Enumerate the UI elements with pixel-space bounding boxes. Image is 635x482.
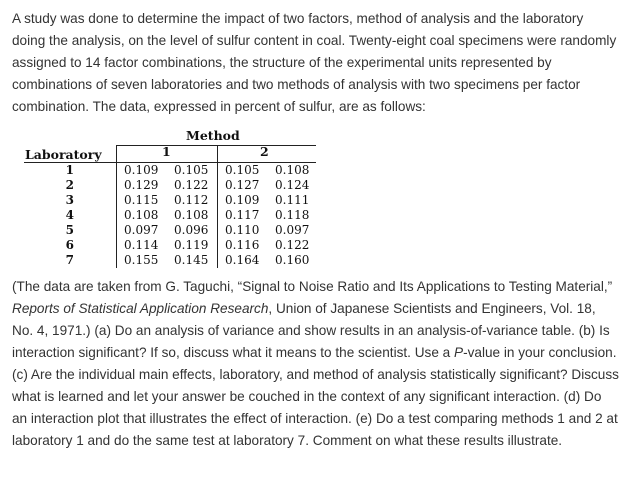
table-cell: 0.119 bbox=[174, 238, 209, 252]
table-cell: 0.115 bbox=[124, 193, 159, 207]
table-cell: 0.129 bbox=[124, 178, 159, 192]
table-cell: 0.109 bbox=[225, 193, 260, 207]
questions-text-a: , Union of Japanese Scientists and Engineers, Vol. 18, No. 4, 1971.) (a) Do an analysis of variance and show results in an analysis-of-variance table. (b) Is interaction significant? If so, discuss what it means to the scientist. Use a bbox=[12, 301, 610, 360]
table-cell: 0.108 bbox=[124, 208, 159, 222]
intro-paragraph: A study was done to determine the impact of two factors, method of analysis and the laboratory doing the analysis, on the level of sulfur content in coal. Twenty-eight coal specimens were randomly assigned to 14 factor combinations, the structure of the experimental units represented by combinations of seven laboratories and two methods of analysis with two specimens per factor combination. The data, expressed in percent of sulfur, are as follows: bbox=[12, 11, 617, 114]
table-cell: 0.108 bbox=[174, 208, 209, 222]
laboratory-header: Laboratory bbox=[25, 147, 102, 162]
table-cell: 0.118 bbox=[275, 208, 310, 222]
lab-label: 6 bbox=[65, 238, 74, 252]
table-cell: 0.122 bbox=[174, 178, 209, 192]
table-cell: 0.145 bbox=[174, 253, 209, 267]
method-header: Method bbox=[186, 128, 240, 143]
table-cell: 0.114 bbox=[124, 238, 159, 252]
citation-and-questions bbox=[12, 276, 620, 452]
table-cell: 0.097 bbox=[275, 223, 310, 237]
method-1-header: 1 bbox=[162, 144, 171, 159]
table-cell: 0.164 bbox=[225, 253, 260, 267]
journal-title: Reports of Statistical Application Research bbox=[12, 301, 269, 316]
lab-column-rule bbox=[116, 146, 117, 268]
lab-label: 7 bbox=[65, 253, 74, 267]
table-cell: 0.122 bbox=[275, 238, 310, 252]
lab-label: 3 bbox=[65, 193, 74, 207]
table-cell: 0.096 bbox=[174, 223, 209, 237]
method-underline bbox=[116, 145, 316, 146]
lab-label: 4 bbox=[65, 208, 74, 222]
lab-label: 2 bbox=[65, 178, 74, 192]
table-cell: 0.111 bbox=[275, 193, 310, 207]
lab-label: 1 bbox=[65, 163, 74, 177]
table-cell: 0.116 bbox=[225, 238, 260, 252]
table-cell: 0.124 bbox=[275, 178, 310, 192]
p-value-symbol: P bbox=[454, 345, 464, 360]
table-cell: 0.155 bbox=[124, 253, 159, 267]
table-cell: 0.160 bbox=[275, 253, 310, 267]
citation-text: (The data are taken from G. Taguchi, “Signal to Noise Ratio and Its Applications to Testing Material,” bbox=[12, 279, 613, 294]
method-column-rule bbox=[217, 146, 218, 268]
lab-label: 5 bbox=[65, 223, 74, 237]
table-cell: 0.117 bbox=[225, 208, 260, 222]
table-cell: 0.097 bbox=[124, 223, 159, 237]
table-cell: 0.112 bbox=[174, 193, 209, 207]
table-cell: 0.105 bbox=[225, 163, 260, 177]
method-2-header: 2 bbox=[260, 144, 269, 159]
table-cell: 0.108 bbox=[275, 163, 310, 177]
table-cell: 0.127 bbox=[225, 178, 260, 192]
table-cell: 0.109 bbox=[124, 163, 159, 177]
table-cell: 0.105 bbox=[174, 163, 209, 177]
table-cell: 0.110 bbox=[225, 223, 260, 237]
questions-text-b: -value in your conclusion. (c) Are the individual main effects, laboratory, and method of analysis statistically significant? Discuss what is learned and let your answer be couched in the context of any significant interaction. (d) Do an interaction plot that illustrates the effect of interaction. (e) Do a test comparing methods 1 and 2 at laboratory 1 and do the same test at laboratory 7. Comment on what these results illustrate. bbox=[12, 345, 619, 448]
